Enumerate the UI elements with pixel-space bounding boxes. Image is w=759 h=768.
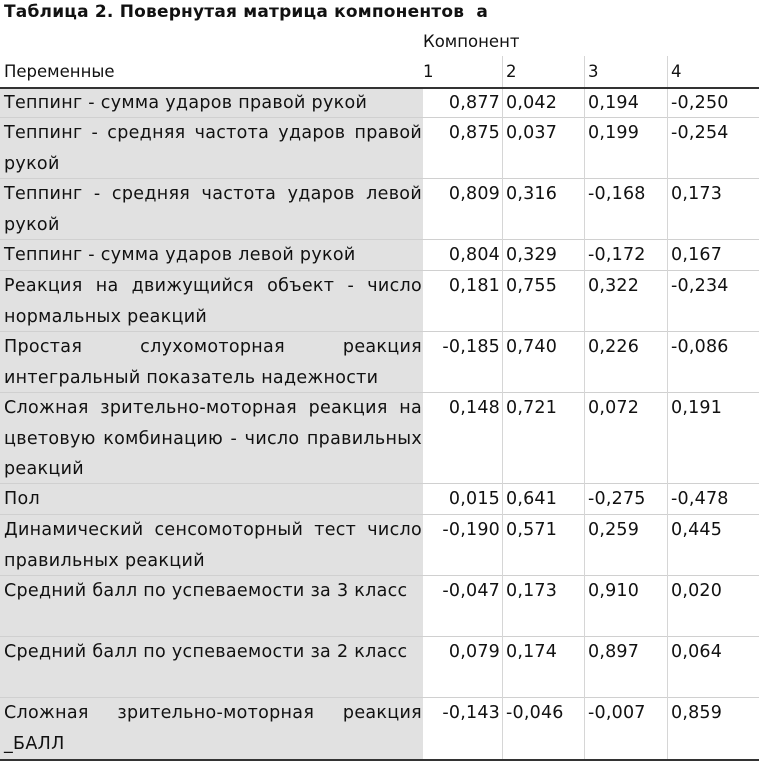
row-label: Динамический сенсомоторный тест число правильных реакций: [4, 520, 422, 571]
cell-component-3: 0,226: [588, 337, 640, 357]
cell-component-2: 0,329: [506, 245, 558, 265]
table-row: [0, 88, 759, 118]
cell-component-3: -0,168: [588, 184, 646, 204]
row-label: Простая слухомоторная реакция интегральный показатель надежности: [4, 337, 422, 388]
row-label: Сложная зрительно-моторная реакция на цветовую комбинацию - число правильных реакций: [4, 398, 422, 479]
cell-component-1: -0,047: [442, 581, 500, 601]
cell-component-4: 0,191: [671, 398, 723, 418]
cell-component-1: -0,143: [442, 703, 500, 723]
row-divider: [0, 392, 759, 393]
cell-component-3: 0,072: [588, 398, 640, 418]
cell-component-1: 0,875: [448, 123, 500, 143]
cell-component-2: 0,316: [506, 184, 558, 204]
cell-component-2: 0,174: [506, 642, 558, 662]
cell-component-1: 0,877: [448, 93, 500, 113]
cell-component-2: 0,042: [506, 93, 558, 113]
row-label: Теппинг - средняя частота ударов левой рукой: [4, 184, 422, 235]
row-divider: [0, 514, 759, 515]
cell-component-3: 0,897: [588, 642, 640, 662]
cell-component-3: 0,910: [588, 581, 640, 601]
table-row: [0, 271, 759, 332]
component-1-header: 1: [423, 62, 434, 81]
cell-component-4: 0,020: [671, 581, 723, 601]
component-4-header: 4: [671, 62, 682, 81]
cell-component-1: 0,181: [448, 276, 500, 296]
cell-component-3: -0,172: [588, 245, 646, 265]
table-row: [0, 393, 759, 484]
header-rule: [0, 87, 759, 89]
table-title: Таблица 2. Повернутая матрица компонентов a: [4, 2, 489, 22]
cell-component-3: 0,322: [588, 276, 640, 296]
cell-component-4: -0,478: [671, 489, 729, 509]
row-label: Теппинг - сумма ударов левой рукой: [4, 245, 356, 265]
cell-component-1: 0,804: [448, 245, 500, 265]
component-2-header: 2: [506, 62, 517, 81]
cell-component-2: -0,046: [506, 703, 564, 723]
cell-component-4: 0,064: [671, 642, 723, 662]
cell-component-4: -0,086: [671, 337, 729, 357]
bottom-rule: [0, 759, 759, 761]
cell-component-3: 0,259: [588, 520, 640, 540]
row-divider: [0, 178, 759, 179]
cell-component-2: 0,721: [506, 398, 558, 418]
cell-component-1: -0,190: [442, 520, 500, 540]
column-divider: [667, 56, 668, 760]
cell-component-4: -0,250: [671, 93, 729, 113]
table-row: [0, 484, 759, 515]
cell-component-3: 0,194: [588, 93, 640, 113]
cell-component-4: 0,859: [671, 703, 723, 723]
row-divider: [0, 270, 759, 271]
cell-component-4: -0,254: [671, 123, 729, 143]
table-row: [0, 515, 759, 576]
variables-header: Переменные: [4, 62, 115, 81]
cell-component-3: -0,275: [588, 489, 646, 509]
row-divider: [0, 239, 759, 240]
row-label: Теппинг - сумма ударов правой рукой: [4, 93, 368, 113]
table-row: [0, 698, 759, 759]
cell-component-4: -0,234: [671, 276, 729, 296]
cell-component-2: 0,740: [506, 337, 558, 357]
cell-component-1: 0,148: [448, 398, 500, 418]
cell-component-2: 0,173: [506, 581, 558, 601]
row-divider: [0, 697, 759, 698]
cell-component-2: 0,755: [506, 276, 558, 296]
table-row: [0, 576, 759, 637]
row-divider: [0, 483, 759, 484]
row-label: Средний балл по успеваемости за 2 класс: [4, 642, 408, 662]
cell-component-3: -0,007: [588, 703, 646, 723]
row-label: Средний балл по успеваемости за 3 класс: [4, 581, 408, 601]
row-divider: [0, 331, 759, 332]
table-row: [0, 179, 759, 240]
component-group-header: Компонент: [423, 32, 520, 51]
row-label: Теппинг - средняя частота ударов правой рукой: [4, 123, 422, 174]
row-label: Сложная зрительно-моторная реакция _БАЛЛ: [4, 703, 422, 754]
row-divider: [0, 636, 759, 637]
cell-component-4: 0,445: [671, 520, 723, 540]
cell-component-1: 0,015: [448, 489, 500, 509]
cell-component-1: 0,079: [448, 642, 500, 662]
cell-component-4: 0,173: [671, 184, 723, 204]
cell-component-1: -0,185: [442, 337, 500, 357]
table-row: [0, 240, 759, 271]
cell-component-4: 0,167: [671, 245, 723, 265]
column-divider: [502, 56, 503, 760]
row-divider: [0, 117, 759, 118]
cell-component-1: 0,809: [448, 184, 500, 204]
component-3-header: 3: [588, 62, 599, 81]
table-row: [0, 118, 759, 179]
cell-component-2: 0,641: [506, 489, 558, 509]
cell-component-2: 0,571: [506, 520, 558, 540]
table-row: [0, 332, 759, 393]
cell-component-3: 0,199: [588, 123, 640, 143]
row-divider: [0, 575, 759, 576]
column-divider: [584, 56, 585, 760]
cell-component-2: 0,037: [506, 123, 558, 143]
row-label: Пол: [4, 489, 40, 509]
row-label: Реакция на движущийся объект - число нормальных реакций: [4, 276, 422, 327]
table-row: [0, 637, 759, 698]
